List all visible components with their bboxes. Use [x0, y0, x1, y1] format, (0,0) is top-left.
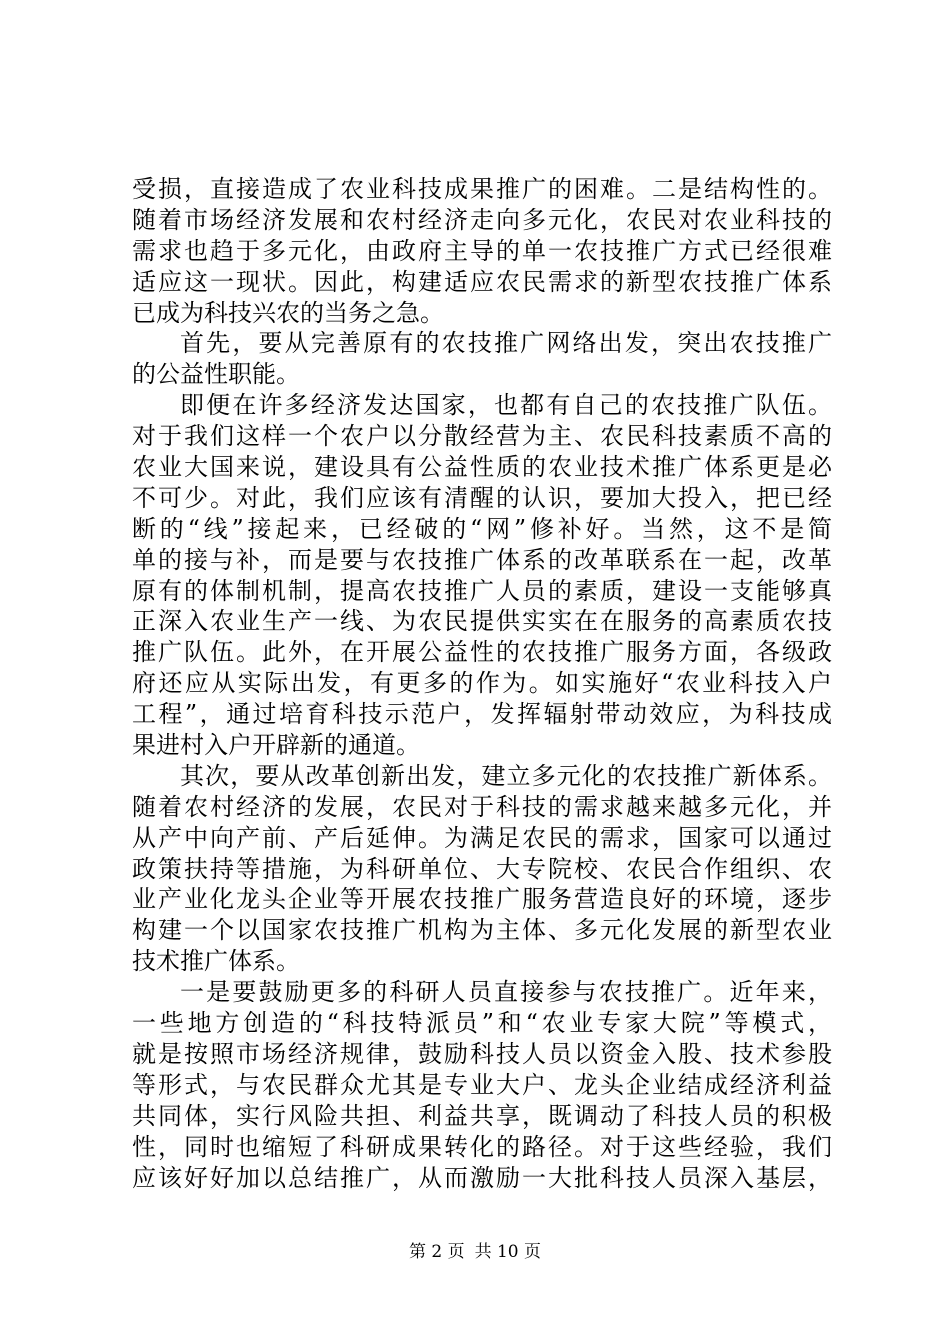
text-line: 对于我们这样一个农户以分散经营为主、农民科技素质不高的	[132, 422, 832, 451]
text-line: 断的“线”接起来，已经破的“网”修补好。当然，这不是简	[132, 514, 832, 543]
text-line: 其次，要从改革创新出发，建立多元化的农技推广新体系。	[180, 761, 832, 790]
text-line: 农业大国来说，建设具有公益性质的农业技术推广体系更是必	[132, 453, 832, 482]
text-line: 正深入农业生产一线、为农民提供实实在在服务的高素质农技	[132, 607, 832, 636]
page-number: 第 2 页	[408, 1242, 465, 1262]
text-line: 推广队伍。此外，在开展公益性的农技推广服务方面，各级政	[132, 638, 832, 667]
text-line: 随着市场经济发展和农村经济走向多元化，农民对农业科技的	[132, 205, 832, 234]
text-line: 应该好好加以总结推广，从而激励一大批科技人员深入基层，	[132, 1163, 832, 1192]
text-line: 业产业化龙头企业等开展农技推广服务营造良好的环境，逐步	[132, 885, 832, 914]
text-line: 原有的体制机制，提高农技推广人员的素质，建设一支能够真	[132, 576, 832, 605]
text-line: 性，同时也缩短了科研成果转化的路径。对于这些经验，我们	[132, 1132, 832, 1161]
paragraph	[132, 390, 832, 761]
paragraph	[132, 977, 832, 1193]
text-line: 等形式，与农民群众尤其是专业大户、龙头企业结成经济利益	[132, 1070, 832, 1099]
page-footer	[0, 1240, 950, 1264]
page-total: 共 10 页	[474, 1242, 542, 1262]
text-line: 就是按照市场经济规律，鼓励科技人员以资金入股、技术参股	[132, 1039, 832, 1068]
text-line: 果进村入户开辟新的通道。	[132, 731, 420, 760]
paragraph	[132, 328, 832, 390]
text-line: 已成为科技兴农的当务之急。	[132, 298, 444, 327]
text-line: 从产中向产前、产后延伸。为满足农民的需求，国家可以通过	[132, 823, 832, 852]
text-line: 适应这一现状。因此，构建适应农民需求的新型农技推广体系	[132, 267, 832, 296]
text-line: 一是要鼓励更多的科研人员直接参与农技推广。近年来，	[180, 978, 832, 1007]
text-line: 随着农村经济的发展，农民对于科技的需求越来越多元化，并	[132, 792, 832, 821]
text-line: 不可少。对此，我们应该有清醒的认识，要加大投入，把已经	[132, 483, 832, 512]
document-body	[132, 174, 832, 1193]
text-line: 技术推广体系。	[132, 947, 300, 976]
text-line: 府还应从实际出发，有更多的作为。如实施好“农业科技入户	[132, 669, 832, 698]
text-line: 的公益性职能。	[132, 360, 300, 389]
text-line: 工程”，通过培育科技示范户，发挥辐射带动效应，为科技成	[132, 700, 832, 729]
text-line: 单的接与补，而是要与农技推广体系的改革联系在一起，改革	[132, 545, 832, 574]
text-line: 即便在许多经济发达国家，也都有自己的农技推广队伍。	[180, 391, 832, 420]
text-line: 一些地方创造的“科技特派员”和“农业专家大院”等模式，	[132, 1009, 832, 1038]
text-line: 构建一个以国家农技推广机构为主体、多元化发展的新型农业	[132, 916, 832, 945]
text-line: 需求也趋于多元化，由政府主导的单一农技推广方式已经很难	[132, 236, 832, 265]
paragraph	[132, 174, 832, 328]
text-line: 首先，要从完善原有的农技推广网络出发，突出农技推广	[180, 329, 832, 358]
text-line: 受损，直接造成了农业科技成果推广的困难。二是结构性的。	[132, 175, 832, 203]
text-line: 政策扶持等措施，为科研单位、大专院校、农民合作组织、农	[132, 854, 832, 883]
paragraph	[132, 761, 832, 977]
text-line: 共同体，实行风险共担、利益共享，既调动了科技人员的积极	[132, 1101, 832, 1130]
